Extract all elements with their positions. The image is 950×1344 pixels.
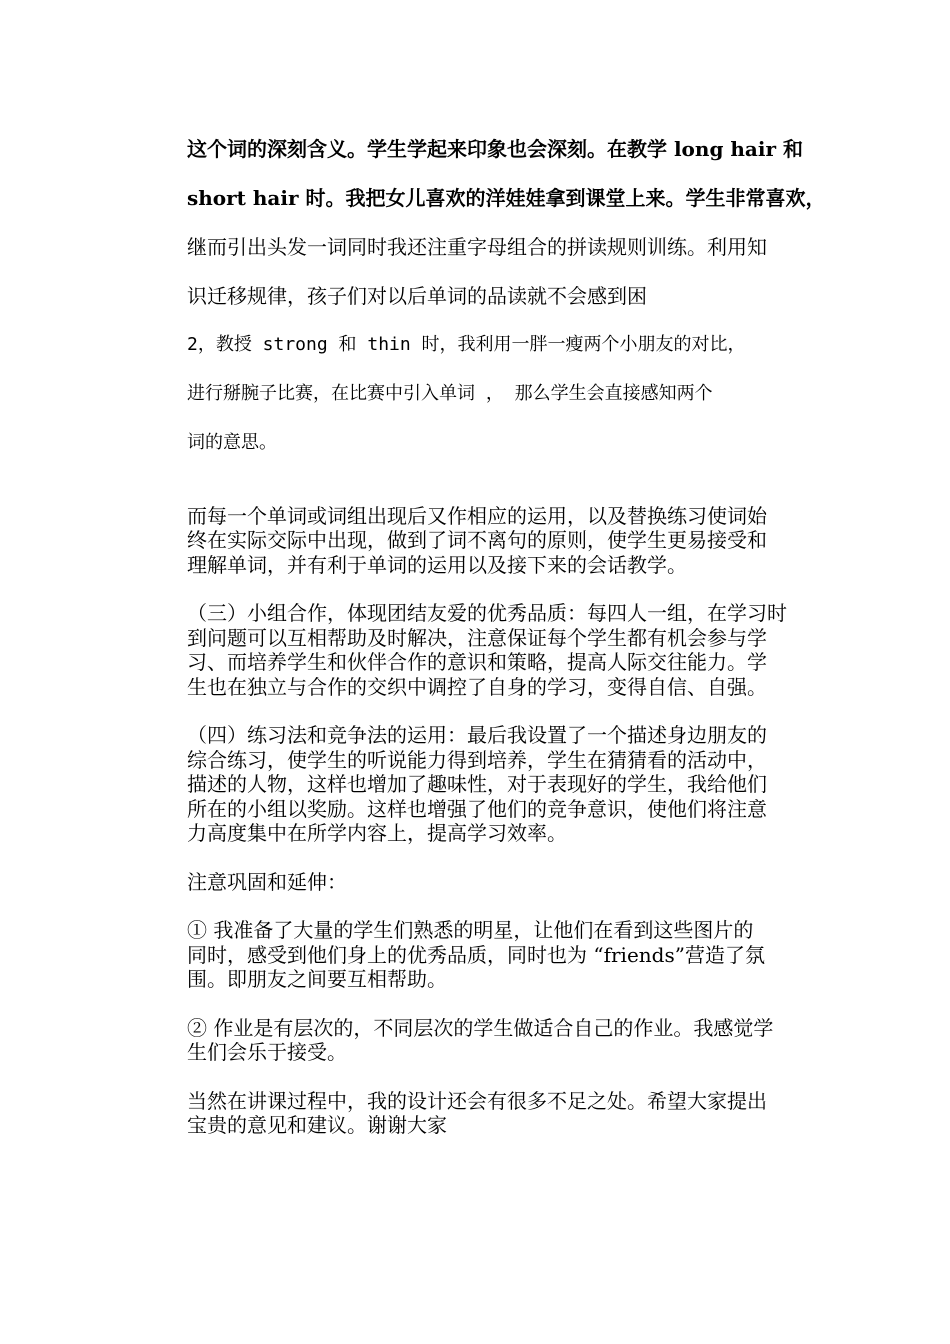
line-short-hair: short hair 时。我把女儿喜欢的洋娃娃拿到课堂上来。学生非常喜欢， — [187, 185, 826, 210]
line-arm-wrestling: 进行掰腕子比赛，在比赛中引入单词 ， 那么学生会直接感知两个 — [187, 382, 713, 404]
paragraph-group-cooperation: （三）小组合作，体现团结友爱的优秀品质：每四人一组，在学习时 到问题可以互相帮助及时解决，注意保证每个学生都有机会参与学 习、而培养学生和伙伴合作的意识和策略，提高人际交往能力。学 生也在独立与合作的交织中调控了自身的学习，变得自信、自强。 — [187, 601, 787, 699]
line-knowledge-transfer: 识迁移规律，孩子们对以后单词的品读就不会感到困 — [187, 283, 647, 308]
line-strong-thin: 2，教授 strong 和 thin 时，我利用一胖一瘦两个小朋友的对比， — [187, 333, 746, 355]
paragraph-practice-competition: （四）练习法和竞争法的运用：最后我设置了一个描述身边朋友的 综合练习，使学生的听说能力得到培养，学生在猜猜看的活动中， 描述的人物，这样也增加了趣味性，对于表现好的学生，我给他们 所在的小组以奖励。这样也增强了他们的竞争意识，使他们将注意 力高度集中在所学内容上，提高学习效率。 — [187, 723, 767, 845]
paragraph-homework-levels: ② 作业是有层次的，不同层次的学生做适合自己的作业。我感觉学 生们会乐于接受。 — [187, 1015, 774, 1064]
line-word-meaning: 词的意思。 — [187, 431, 277, 453]
paragraph-vocabulary-teaching — [187, 112, 837, 480]
paragraph-closing: 当然在讲课过程中，我的设计还会有很多不足之处。希望大家提出 宝贵的意见和建议。谢谢大家 — [187, 1088, 767, 1137]
heading-consolidation: 注意巩固和延伸： — [187, 869, 347, 894]
line-spelling-rules: 继而引出头发一词同时我还注重字母组合的拼读规则训练。利用知 — [187, 234, 767, 259]
paragraph-stars-pictures: ① 我准备了大量的学生们熟悉的明星，让他们在看到这些图片的 同时，感受到他们身上的优秀品质，同时也为 “friends”营造了氛 围。即朋友之间要互相帮助。 — [187, 918, 765, 991]
line-deep-meaning: 这个词的深刻含义。学生学起来印象也会深刻。在教学 long hair 和 — [187, 136, 803, 161]
paragraph-word-application: 而每一个单词或词组出现后又作相应的运用，以及替换练习使词始 终在实际交际中出现，做到了词不离句的原则，使学生更易接受和 理解单词，并有利于单词的运用以及接下来的会话教学。 — [187, 503, 767, 577]
document-page — [187, 112, 837, 1138]
